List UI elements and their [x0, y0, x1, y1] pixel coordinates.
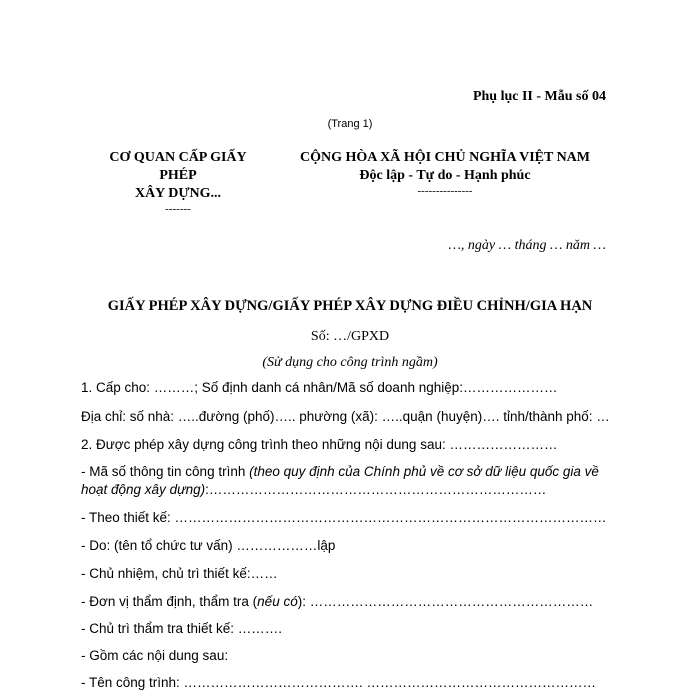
- agency-line1: CƠ QUAN CẤP GIẤY PHÉP: [109, 150, 247, 183]
- appraisal-note: nếu có: [257, 594, 298, 609]
- appraisal-dots: ): ………………………………………………………: [297, 594, 594, 609]
- agency-divider: -------: [165, 203, 191, 215]
- line-appraisal-chief: - Chủ trì thẩm tra thiết kế: ……….: [81, 621, 283, 636]
- agency-line2: XÂY DỰNG...: [134, 186, 222, 201]
- project-code-label: - Mã số thông tin công trình: [81, 464, 250, 479]
- appraisal-label: - Đơn vị thẩm định, thẩm tra (: [81, 594, 258, 609]
- line-consultant: - Do: (tên tổ chức tư vấn) ………………lập: [81, 538, 336, 553]
- line-chief-designer: - Chủ nhiệm, chủ trì thiết kế:……: [81, 566, 278, 581]
- project-code-note: (theo quy định của Chính phủ về cơ sở dữ liệu quốc gia về hoạt động xây dựng): [81, 464, 599, 497]
- line-design: - Theo thiết kế: ……………………………………………………………………………………: [81, 510, 607, 525]
- line-permit-scope: 2. Được phép xây dựng công trình theo những nội dung sau: ……………………: [81, 437, 558, 452]
- republic-name: CỘNG HÒA XÃ HỘI CHỦ NGHĨA VIỆT NAM: [299, 150, 590, 165]
- date-line: …, ngày … tháng … năm …: [448, 238, 606, 253]
- project-code-dots: :…………………………………………………………………: [205, 482, 547, 497]
- line-contents: - Gồm các nội dung sau:: [81, 648, 229, 663]
- motto-divider: ---------------: [417, 185, 473, 197]
- line-project-code: [81, 463, 626, 499]
- page-label: (Trang 1): [327, 118, 373, 130]
- national-header: [270, 149, 620, 197]
- appendix-label: Phụ lục II - Mẫu số 04: [472, 89, 606, 104]
- document-subtitle: (Sử dụng cho công trình ngầm): [262, 355, 438, 370]
- document-title: GIẤY PHÉP XÂY DỰNG/GIẤY PHÉP XÂY DỰNG ĐIỀU CHỈNH/GIA HẠN: [107, 298, 593, 314]
- issuing-agency: [92, 149, 264, 215]
- line-issued-to: 1. Cấp cho: ………; Số định danh cá nhân/Mã số doanh nghiệp:…………………: [81, 380, 558, 395]
- document-number: Số: …/GPXD: [310, 329, 390, 344]
- line-appraisal-unit: [81, 594, 593, 609]
- line-project-name: - Tên công trình: …………………………………. ……………………………………………: [81, 675, 597, 690]
- national-motto: Độc lập - Tự do - Hạnh phúc: [359, 168, 531, 183]
- line-address: Địa chỉ: số nhà: …..đường (phố)….. phường (xã): …..quận (huyện)…. tỉnh/thành phố: …: [81, 409, 610, 424]
